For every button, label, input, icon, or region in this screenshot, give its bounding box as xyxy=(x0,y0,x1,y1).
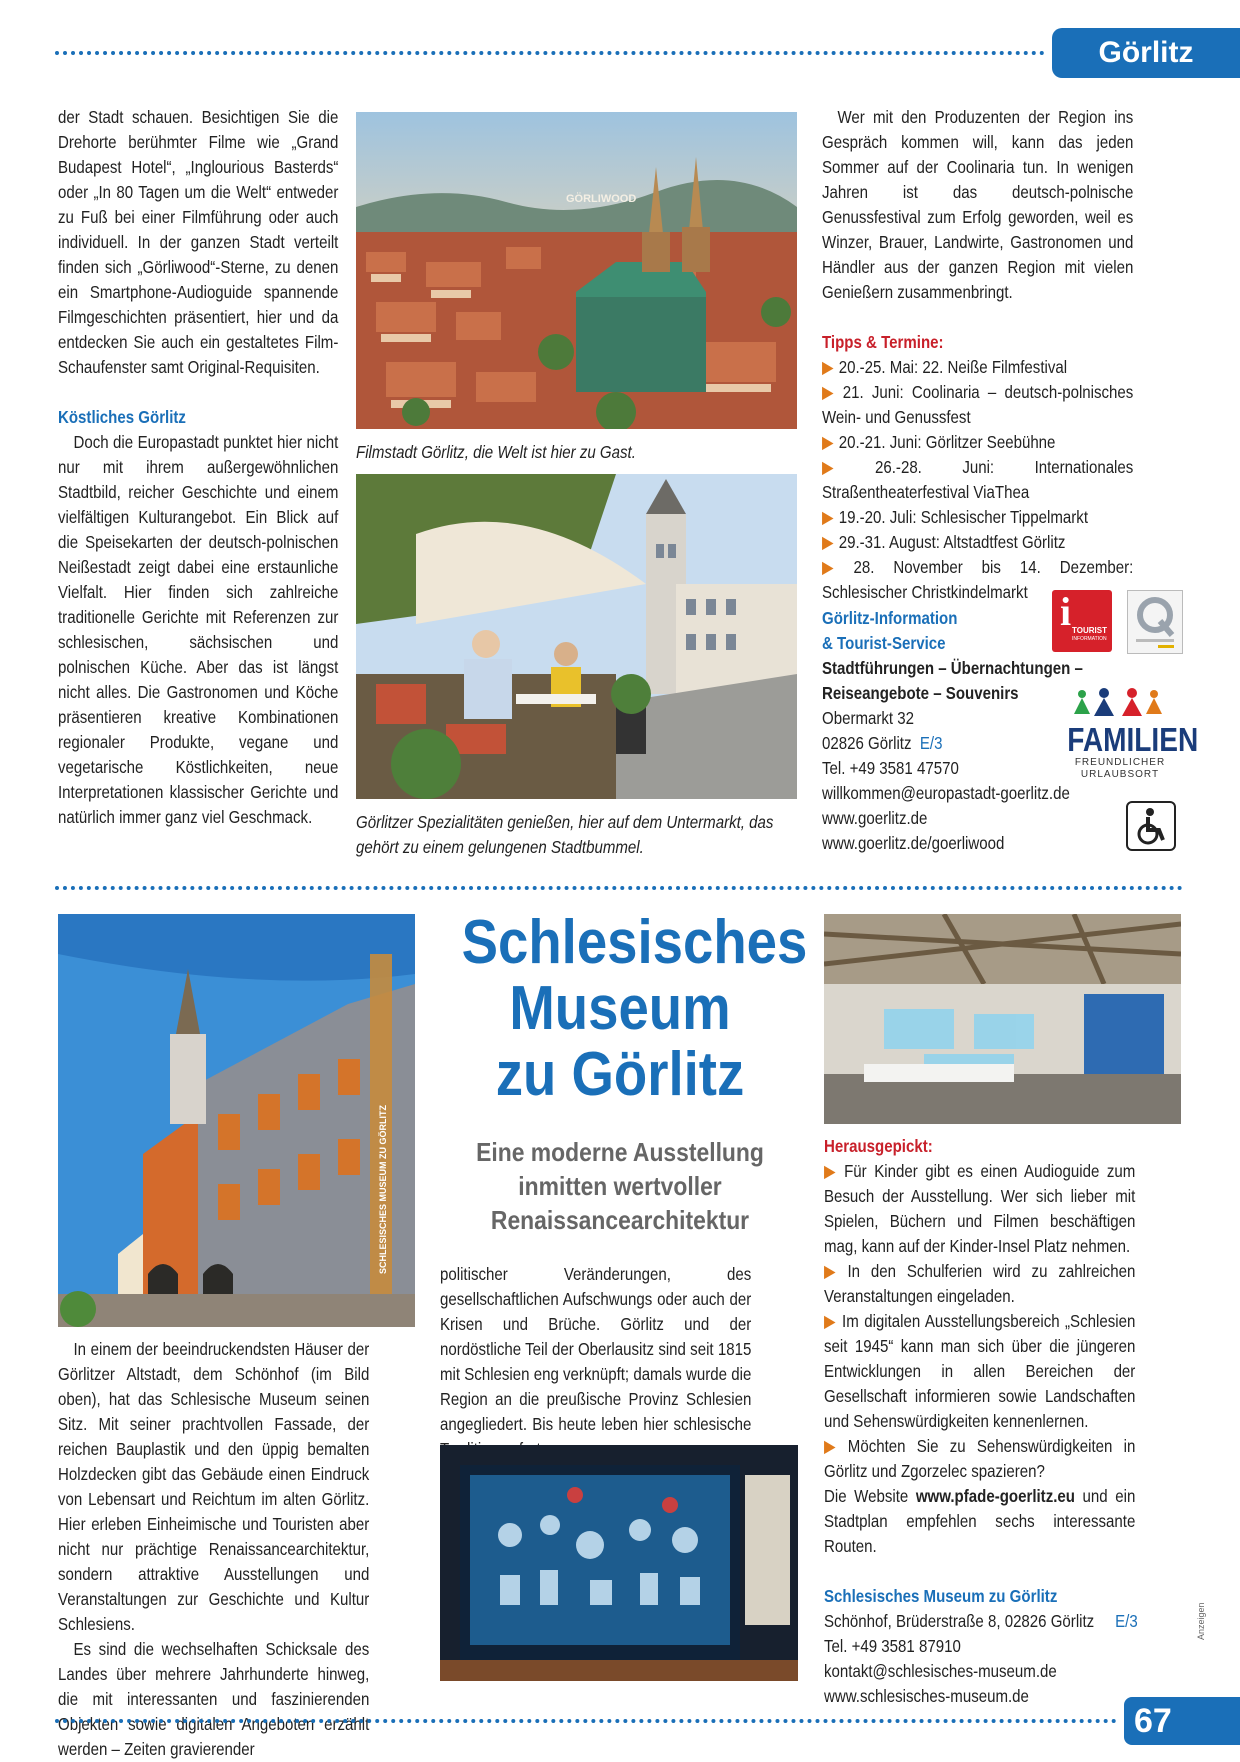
tip-item: ▶ 20.-25. Mai: 22. Neiße Filmfestival xyxy=(822,357,1068,377)
schoenhof-building-photo xyxy=(58,914,415,1327)
goerliwood-sign: GÖRLIWOOD xyxy=(566,193,637,205)
history-paragraph: Es sind die wechselhaften Schicksale des Landes über mehrere Jahrhunderte hinweg, die mit interessanten und faszinierenden Objekten sowie digitalen Angeboten erzählt werden – Zeiten gravierender xyxy=(58,1639,370,1759)
info-website[interactable]: www.goerlitz.de xyxy=(822,808,928,828)
arrow-bullet-icon: ▶ xyxy=(824,1436,843,1456)
arrow-bullet-icon: ▶ xyxy=(822,457,870,477)
exhibition-hall-photo xyxy=(824,914,1181,1124)
tips-heading: Tipps & Termine: xyxy=(822,332,944,352)
highlight-item: ▶ In den Schulferien wird zu zahlreichen Veranstaltungen eingeladen. xyxy=(824,1261,1136,1306)
arrow-bullet-icon: ▶ xyxy=(822,532,834,552)
tip-item: ▶ 21. Juni: Coolinaria – deutsch-polnisches Wein- und Genussfest xyxy=(822,382,1134,427)
section-tab: Görlitz xyxy=(1052,28,1240,78)
museum-title: Schlesisches Museum zu Görlitz xyxy=(461,908,808,1109)
city-panorama-photo xyxy=(356,112,797,429)
arrow-bullet-icon: ▶ xyxy=(822,432,834,452)
caption-untermarkt-2: gehört zu einem gelungenen Stadtbummel. xyxy=(356,837,644,857)
museum-banner-text: SCHLESISCHES MUSEUM ZU GÖRLITZ xyxy=(378,1104,388,1274)
arrow-bullet-icon: ▶ xyxy=(822,382,838,402)
info-heading-2: & Tourist-Service xyxy=(822,633,946,653)
section-dotted-rule xyxy=(55,886,1183,890)
caption-untermarkt-1: Görlitzer Spezialitäten genießen, hier auf dem Untermarkt, das xyxy=(356,812,774,832)
coolinaria-paragraph: Wer mit den Produzenten der Region ins Gespräch kommen will, kann das jeden Sommer auf der Coolinaria tun. In wenigen Jahren ist das deutsch-polnische Genussfestival zum Erfolg geworden, weil es Winzer, Brauer, Landwirte, Gastronomen und Händler aus der ganzen Region mit vielen Genießern zusammenbringt. xyxy=(822,107,1134,302)
section-heading-koestliches: Köstliches Görlitz xyxy=(58,407,186,427)
bottom-column-2 xyxy=(440,1262,751,1462)
website-recommendation: Die Website www.pfade-goerlitz.eu und ein Stadtplan empfehlen sechs interessante Routen. xyxy=(824,1486,1136,1556)
glass-vitrine-photo xyxy=(440,1445,798,1681)
info-city-line: 02826 Görlitz E/3 xyxy=(822,733,943,753)
tip-item: ▶ 26.-28. Juni: Internationales Straßentheaterfestival ViaThea xyxy=(822,457,1134,502)
highlight-item: ▶ Im digitalen Ausstellungsbereich „Schlesien seit 1945“ kann man sich über die jüngeren Entwicklungen in allen Bereichen der Gesellschaft informieren sowie Landschaften und Sehenswürdigkeiten kennenlernen. xyxy=(824,1311,1136,1431)
schoenhof-paragraph: In einem der beeindruckendsten Häuser der Görlitzer Altstadt, dem Schönhof (im Bild oben), hat das Schlesische Museum seinen Sitz. Mit seiner prachtvollen Fassade, der reichen Bauplastik und den üppig bemalten Holzdecken gibt das Gebäude einen Eindruck von Lebensart und Reichtum im alten Görlitz. Hier erleben Einheimische und Touristen aber nicht nur prächtige Renaissancearchitektur, sondern attraktive Ausstellungen und Veranstaltungen zur Geschichte und Kultur Schlesiens. xyxy=(58,1339,370,1634)
info-services-1: Stadtführungen – Übernachtungen – xyxy=(822,658,1083,678)
tourist-info-block xyxy=(822,606,1083,856)
info-heading-1: Görlitz-Information xyxy=(822,608,958,628)
map-grid-ref[interactable]: E/3 xyxy=(1115,1611,1138,1631)
intro-paragraph: der Stadt schauen. Besichtigen Sie die Drehorte berühmter Filme wie „Grand Budapest Hotel“, „Inglourious Basterds“ oder „In 80 Tagen um die Welt“ entweder zu Fuß bei einer Filmführung oder auch individuell. In der ganzen Stadt verteilt finden sich „Görliwood“-Sterne, zu denen ein Smartphone-Audioguide spannende Filmgeschichten präsentiert, hier und da entdecken Sie auch ein gestaltetes Film-Schaufenster samt Original-Requisiten. xyxy=(58,107,339,377)
arrow-bullet-icon: ▶ xyxy=(824,1311,837,1331)
map-grid-ref[interactable]: E/3 xyxy=(919,733,943,753)
cuisine-paragraph: Doch die Europastadt punktet hier nicht nur mit ihrem außergewöhnlichen Stadtbild, reicher Geschichte und einem vielfältigen Kulturangebot. Ein Blick auf die Speisekarten der deutsch-polnischen Neißestadt zeigt dabei eine erstaunliche Vielfalt. Hier finden sich zahlreiche traditionelle Gerichte mit Referenzen zur schlesischen, sächsischen und polnischen Küche. Aber das ist längst nicht alles. Die Gastronomen und Köche präsentieren kreative Kombinationen regionaler Produkte, vegane und vegetarische Köstlichkeiten, neue Interpretationen klassischer Gerichte und natürlich immer ganz viel Geschmack. xyxy=(58,432,339,827)
tip-item: ▶ 19.-20. Juli: Schlesischer Tippelmarkt xyxy=(822,507,1089,527)
top-column-3 xyxy=(822,105,1133,605)
highlights-heading: Herausgepickt: xyxy=(824,1136,933,1156)
bottom-column-3 xyxy=(824,1134,1138,1709)
museum-website[interactable]: www.schlesisches-museum.de xyxy=(824,1686,1029,1706)
caption-panorama: Filmstadt Görlitz, die Welt ist hier zu Gast. xyxy=(356,442,636,462)
family-figures-icon xyxy=(1058,688,1182,718)
footer-dotted-rule xyxy=(55,1719,1117,1723)
untermarkt-cafe-photo xyxy=(356,474,797,799)
info-website-goerliwood[interactable]: www.goerlitz.de/goerliwood xyxy=(822,833,1005,853)
quality-q-icon xyxy=(1127,590,1183,654)
wheelchair-accessible-icon xyxy=(1126,801,1176,851)
info-phone: Tel. +49 3581 47570 xyxy=(822,758,959,778)
highlight-item: ▶ Möchten Sie zu Sehenswürdigkeiten in Görlitz und Zgorzelec spazieren? xyxy=(824,1436,1136,1481)
tip-item: ▶ 29.-31. August: Altstadtfest Görlitz xyxy=(822,532,1066,552)
tip-item: ▶ 28. November bis 14. Dezember: Schlesischer Christkindelmarkt xyxy=(822,557,1134,602)
arrow-bullet-icon: ▶ xyxy=(824,1261,843,1281)
arrow-bullet-icon: ▶ xyxy=(822,557,849,577)
top-column-1 xyxy=(58,105,338,830)
header-dotted-rule xyxy=(55,51,1045,55)
info-services-2: Reiseangebote – Souvenirs xyxy=(822,683,1019,703)
arrow-bullet-icon: ▶ xyxy=(822,507,834,527)
museum-subtitle: Eine moderne Ausstellung inmitten wertvoller Renaissancearchitektur xyxy=(476,1137,764,1235)
museum-email[interactable]: kontakt@schlesisches-museum.de xyxy=(824,1661,1057,1681)
arrow-bullet-icon: ▶ xyxy=(824,1161,839,1181)
museum-contact-heading: Schlesisches Museum zu Görlitz xyxy=(824,1586,1058,1606)
info-street: Obermarkt 32 xyxy=(822,708,915,728)
tip-item: ▶ 20.-21. Juni: Görlitzer Seebühne xyxy=(822,432,1056,452)
oberlausitz-paragraph: politischer Veränderungen, des gesellschaftlichen Aufschwungs oder auch der Krisen und Brüche. Görlitz und der nordöstliche Teil der Oberlausitz sind seit 1815 mit Schlesien eng verknüpft; damals wurde die Region an die preußische Provinz Schlesien angegliedert. Bis heute leben hier schlesische xyxy=(440,1264,752,1434)
tips-list xyxy=(822,355,1133,605)
arrow-bullet-icon: ▶ xyxy=(822,357,834,377)
tourist-info-i-icon: i TOURIST INFORMATION xyxy=(1052,590,1112,652)
museum-phone: Tel. +49 3581 87910 xyxy=(824,1636,961,1656)
pfade-website-link[interactable]: www.pfade-goerlitz.eu xyxy=(915,1486,1075,1506)
bottom-column-1 xyxy=(58,1337,369,1762)
page-number: 67 xyxy=(1124,1697,1240,1745)
info-email[interactable]: willkommen@europastadt-goerlitz.de xyxy=(822,783,1070,803)
highlight-item: ▶ Für Kinder gibt es einen Audioguide zum Besuch der Ausstellung. Wer sich lieber mit Spielen, Büchern und Filmen beschäftigen mag, kann auf der Kinder-Insel Platz nehmen. xyxy=(824,1161,1136,1256)
advertisement-note: Anzeigen xyxy=(1196,1602,1206,1640)
museum-address-line: Schönhof, Brüderstraße 8, 02826 Görlitz E/3 xyxy=(824,1611,1138,1631)
familien-badge: FAMILIEN FREUNDLICHER URLAUBSORT xyxy=(1058,688,1182,780)
